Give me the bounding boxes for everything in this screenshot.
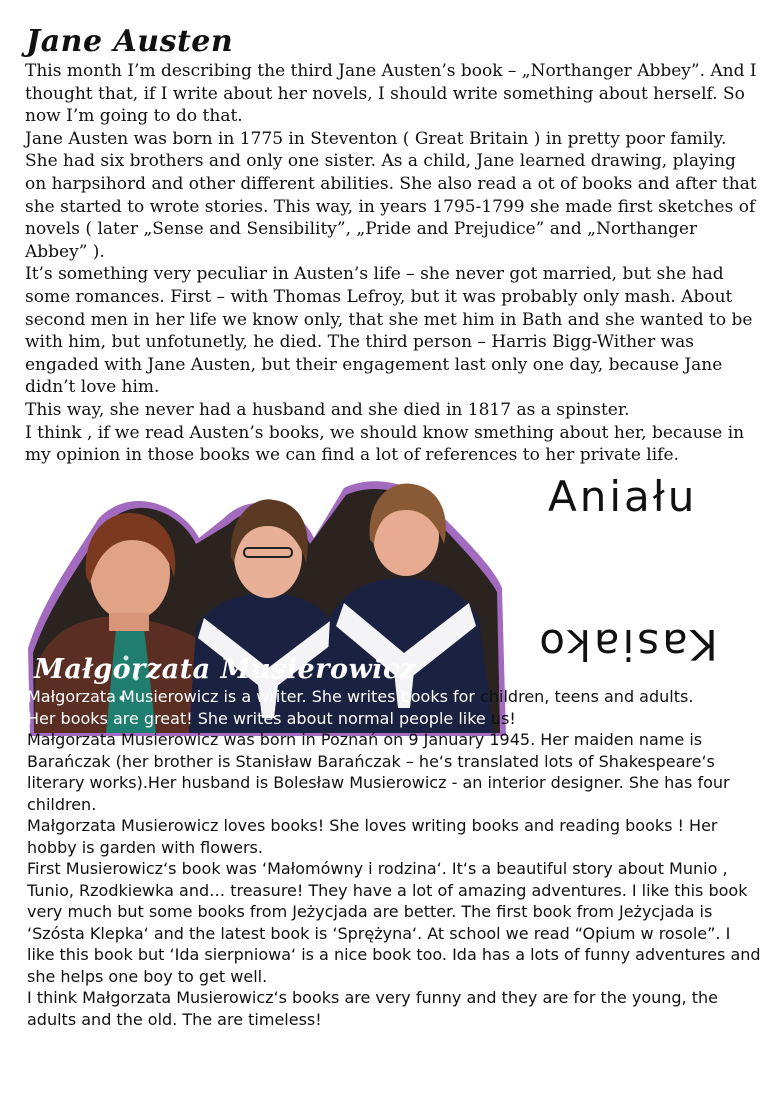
intro-line [27, 686, 762, 708]
paragraph: Małgorzata Musierowicz loves books! She loves writing books and reading books ! Her hobby is garden with flowers. [27, 816, 718, 857]
paragraph: Małgorzata Musierowicz was born in Poznań on 9 January 1945. Her maiden name is Barańczak (her brother is Stanisław Barańczak – he‘s translated lots of Shakespeare‘s literary works).Her husband is Bolesław Musierowicz - an interior designer. She has four children. [27, 730, 730, 814]
intro-line [27, 708, 762, 730]
article-body-musierowicz [27, 686, 762, 1030]
intro-line-off-photo: children, teens and adults. [475, 687, 694, 706]
paragraph: I think , if we read Austen’s books, we should know smething about her, because in my opinion in those books we can find a lot of references to her private life. [25, 422, 745, 466]
paragraph: It’s something very peculiar in Austen’s life – she never got married, but she had some romances. First – with Thomas Lefroy, but it was probably only mash. About second men in her life we know only, that she met him in Bath and she wanted to be with him, but unfotunetly, he died. The third person – Harris Bigg-Wither was engaded with Jane Austen, but their engagement last only one day, because Jane didn’t love him. [25, 264, 753, 398]
intro-line-on-photo: Małgorzata Musierowicz is a writer. She writes books for [27, 687, 476, 706]
intro-line-on-photo: Her books are great! She writes about normal people like [27, 708, 486, 728]
article-body-jane-austen [25, 60, 760, 467]
paragraph: I think Małgorzata Musierowicz‘s books are very funny and they are for the young, the adults and the old. The are timeless! [27, 988, 718, 1029]
article-title-musierowicz: Małgorzata Musierowicz [34, 654, 416, 685]
author-signature-aniatu: Aniału [548, 472, 698, 521]
paragraph: This way, she never had a husband and she died in 1817 as a spinster. [25, 399, 630, 420]
author-signature-kasiako: Kasiako [536, 620, 718, 669]
article-title-jane-austen: Jane Austen [26, 24, 234, 59]
paragraph: This month I’m describing the third Jane Austen’s book – „Northanger Abbey”. And I thought that, if I write about her novels, I should write something about herself. So now I’m going to do that. [25, 61, 757, 127]
paragraph: Jane Austen was born in 1775 in Steventon ( Great Britain ) in pretty poor family. She had six brothers and only one sister. As a child, Jane learned drawing, playing on harpsihord and other different abilities. She also read a ot of books and after that she started to wrote stories. This way, in years 1795-1799 she made first sketches of novels ( later „Sense and Sensibility”, „Pride and Prejudice” and „Northanger Abbey” ). [25, 128, 757, 262]
paragraph: First Musierowicz‘s book was ‘Małomówny i rodzina‘. It‘s a beautiful story about Munio , Tunio, Rzodkiewka and… treasure! They have a lot of amazing adventures. I like this book very much but some books from Jeżycjada are better. The first book from Jeżycjada is ‘Szósta Klepka‘ and the latest book is ‘Sprężyna‘. At school we read “Opium w rosole”. I like this book but ‘Ida sierpniowa‘ is a nice book too. Ida has a lots of funny adventures and she helps one boy to get well. [27, 859, 761, 986]
intro-line-off-photo: us! [485, 708, 516, 728]
